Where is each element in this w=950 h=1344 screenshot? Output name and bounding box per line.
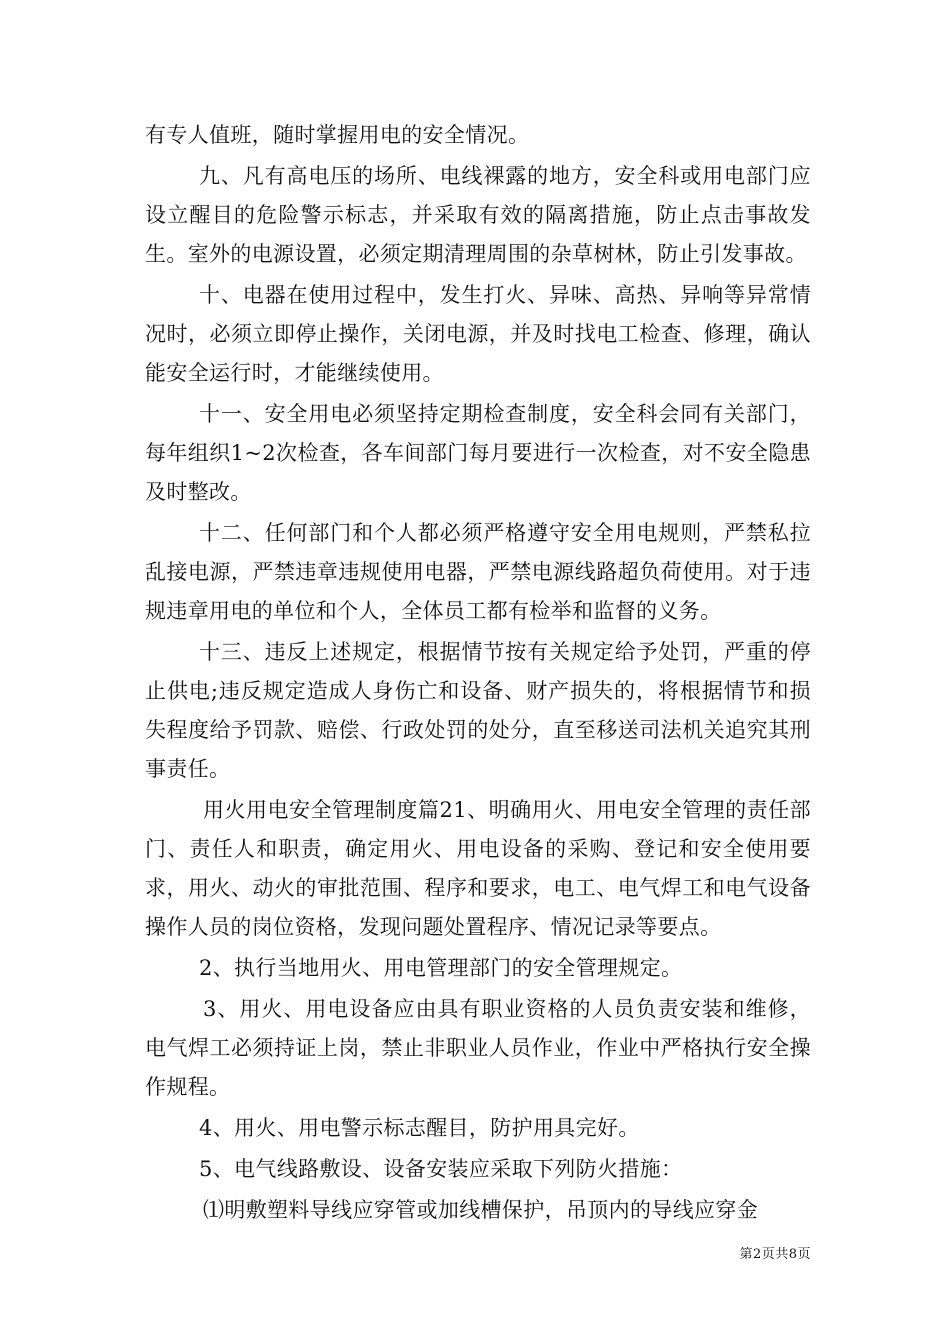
paragraph-item-11: 十一、安全用电必须坚持定期检查制度，安全科会同有关部门，每年组织1~2次检查，各车间部门每月要进行一次检查，对不安全隐患及时整改。 [145, 402, 811, 504]
paragraph-continuation: 有专人值班，随时掌握用电的安全情况。 [145, 123, 530, 147]
paragraph-item-12: 十二、任何部门和个人都必须严格遵守安全用电规则，严禁私拉乱接电源，严禁违章违规使用电器，严禁电源线路超负荷使用。对于违规违章用电的单位和个人，全体员工都有检举和监督的义务。 [145, 521, 811, 623]
paragraph-item-13: 十三、违反上述规定，根据情节按有关规定给予处罚，严重的停止供电;违反规定造成人身伤亡和设备、财产损失的，将根据情节和损失程度给予罚款、赔偿、行政处罚的处分，直至移送司法机关追究其刑事责任。 [145, 640, 811, 781]
paragraph-subitem-1: ⑴明敷塑料导线应穿管或加线槽保护，吊顶内的导线应穿金 [203, 1198, 759, 1222]
paragraph-section-2-item-1: 用火用电安全管理制度篇21、明确用火、用电安全管理的责任部门、责任人和职责，确定用火、用电设备的采购、登记和安全使用要求，用火、动火的审批范围、程序和要求，电工、电气焊工和电气设备操作人员的岗位资格，发现问题处置程序、情况记录等要点。 [145, 798, 811, 939]
page-number-footer: 第2页共8页 [739, 1247, 811, 1262]
paragraph-section-2-item-2: 2、执行当地用火、用电管理部门的安全管理规定。 [199, 956, 683, 980]
paragraph-item-9: 九、凡有高电压的场所、电线裸露的地方，安全科或用电部门应设立醒目的危险警示标志，并采取有效的隔离措施，防止点击事故发生。室外的电源设置，必须定期清理周围的杂草树林，防止引发事故。 [145, 164, 811, 266]
paragraph-item-10: 十、电器在使用过程中，发生打火、异味、高热、异响等异常情况时，必须立即停止操作，关闭电源，并及时找电工检查、修理，确认能安全运行时，才能继续使用。 [145, 283, 811, 385]
document-body [145, 116, 811, 1230]
paragraph-section-2-item-5: 5、电气线路敷设、设备安装应采取下列防火措施： [199, 1157, 683, 1181]
paragraph-section-2-item-3: 3、用火、用电设备应由具有职业资格的人员负责安装和维修，电气焊工必须持证上岗，禁止非职业人员作业，作业中严格执行安全操作规程。 [145, 997, 811, 1099]
paragraph-section-2-item-4: 4、用火、用电警示标志醒目，防护用具完好。 [199, 1116, 640, 1140]
